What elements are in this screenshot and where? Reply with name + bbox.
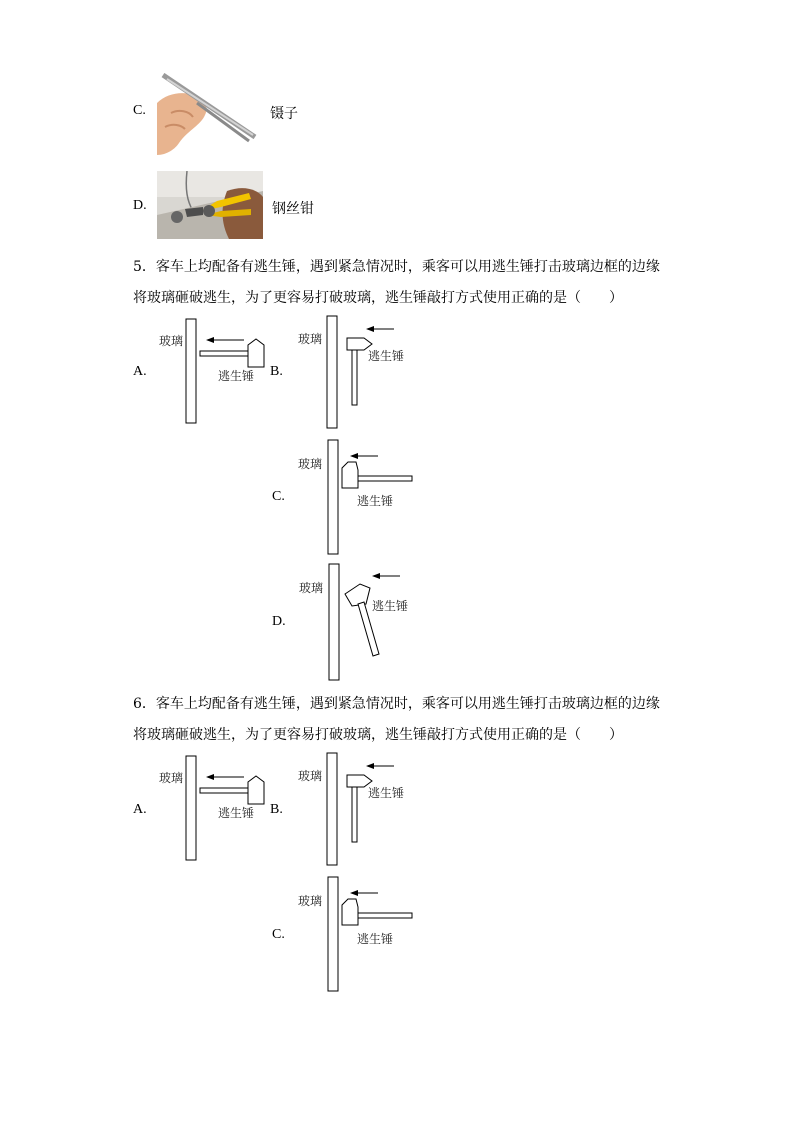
q5-option-b-diagram — [320, 312, 420, 432]
q6-option-a-diagram — [180, 752, 280, 864]
q6-b-glass-label: 玻璃 — [298, 769, 323, 783]
pliers-photo-icon — [157, 171, 263, 239]
q5-d-hammer-label: 逃生锤 — [372, 599, 409, 613]
question-6-line2: 将玻璃砸破逃生，为了更容易打破玻璃，逃生锤敲打方式使用正确的是（ ） — [133, 727, 623, 743]
question-5-line2: 将玻璃砸破逃生，为了更容易打破玻璃，逃生锤敲打方式使用正确的是（ ） — [133, 290, 623, 306]
option-d-text: 钢丝钳 — [272, 201, 314, 217]
q5-a-hammer-label: 逃生锤 — [218, 369, 255, 383]
q5-option-a-diagram — [180, 315, 280, 427]
q5-c-glass-label: 玻璃 — [298, 457, 323, 471]
question-5-line1: 5．客车上均配备有逃生锤，遇到紧急情况时，乘客可以用逃生锤打击玻璃边框的边缘 — [133, 259, 660, 275]
q6-c-glass-label: 玻璃 — [298, 894, 323, 908]
q6-option-c-letter[interactable]: C. — [272, 927, 285, 942]
question-6-number: 6． — [133, 696, 156, 712]
q5-option-d-diagram — [320, 560, 420, 684]
q5-option-c-diagram — [320, 436, 420, 558]
q5-option-d-letter[interactable]: D. — [272, 614, 286, 629]
q6-a-glass-label: 玻璃 — [159, 771, 184, 785]
option-c-letter: C. — [133, 103, 146, 118]
q6-a-hammer-label: 逃生锤 — [218, 806, 255, 820]
q5-option-c-letter[interactable]: C. — [272, 489, 285, 504]
q6-option-a-letter[interactable]: A. — [133, 802, 147, 817]
q6-c-hammer-label: 逃生锤 — [357, 932, 394, 946]
option-c-text: 镊子 — [270, 106, 298, 122]
tweezers-photo-icon — [157, 73, 257, 155]
question-5-number: 5． — [133, 259, 156, 275]
q5-option-a-letter[interactable]: A. — [133, 364, 147, 379]
q5-b-hammer-label: 逃生锤 — [368, 349, 405, 363]
q6-option-c-diagram — [320, 873, 420, 995]
q5-c-hammer-label: 逃生锤 — [357, 494, 394, 508]
q5-a-glass-label: 玻璃 — [159, 334, 184, 348]
q6-option-b-letter[interactable]: B. — [270, 802, 283, 817]
option-d-letter: D. — [133, 198, 147, 213]
question-6-line1: 6．客车上均配备有逃生锤，遇到紧急情况时，乘客可以用逃生锤打击玻璃边框的边缘 — [133, 696, 660, 712]
q6-option-b-diagram — [320, 749, 420, 869]
q5-d-glass-label: 玻璃 — [299, 581, 324, 595]
q5-option-b-letter[interactable]: B. — [270, 364, 283, 379]
q5-b-glass-label: 玻璃 — [298, 332, 323, 346]
q6-b-hammer-label: 逃生锤 — [368, 786, 405, 800]
